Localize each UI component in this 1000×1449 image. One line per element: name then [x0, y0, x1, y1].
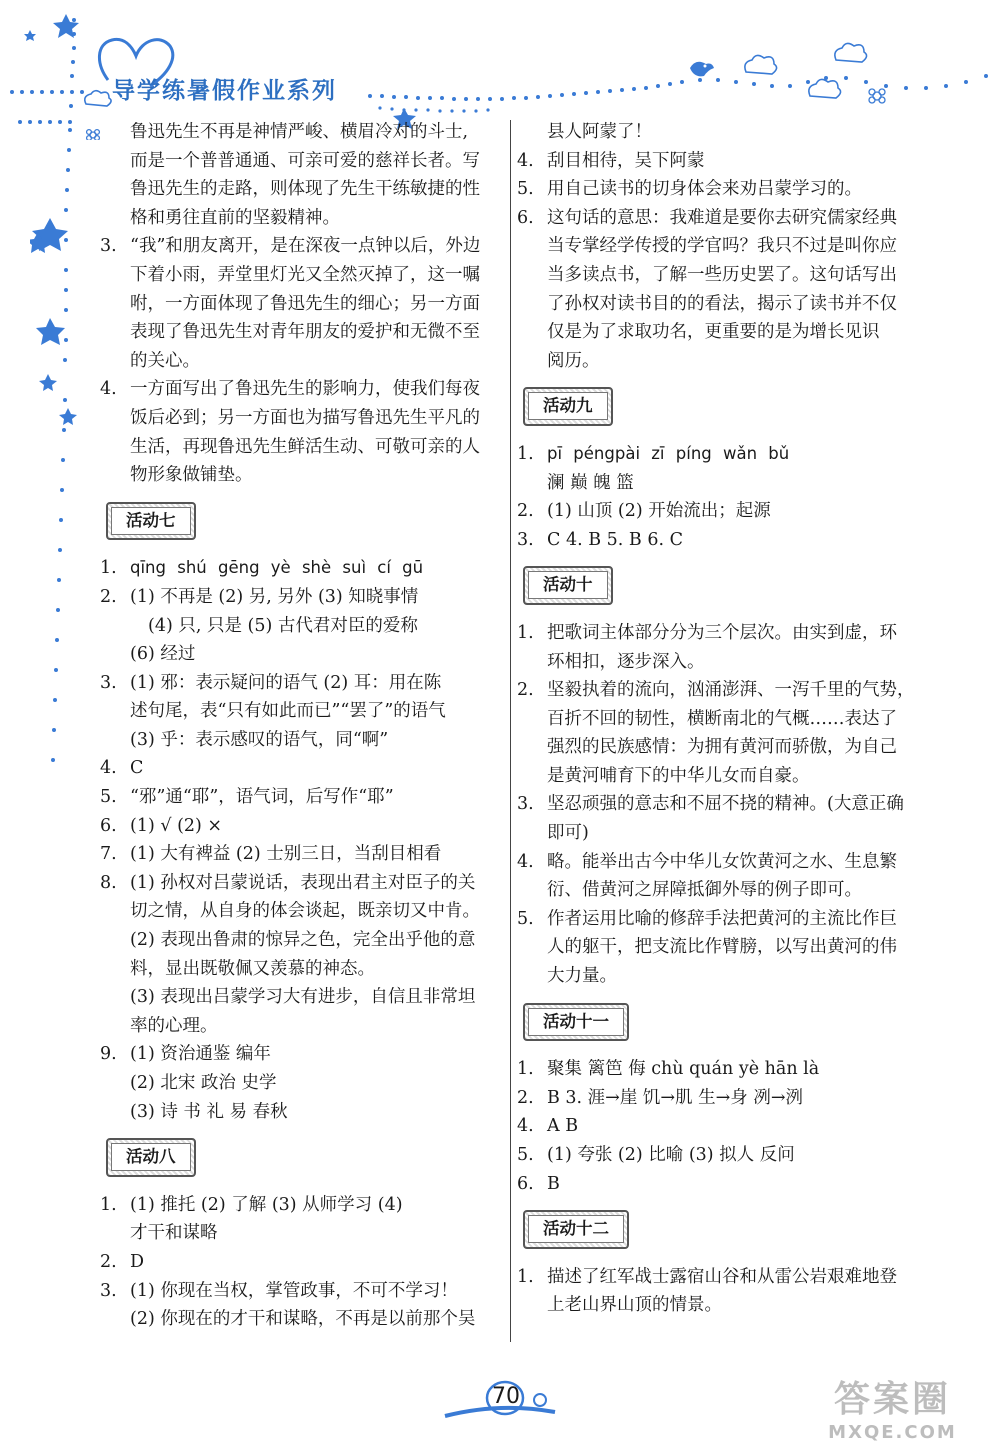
item-number: 2.	[517, 501, 534, 522]
text-line: 表现了鲁迅先生对青年朋友的爱护和无微不至	[130, 322, 480, 343]
text-line: 当专掌经学传授的学官吗？我只不过是叫你应	[547, 236, 897, 257]
text-line: (3) 诗 书 礼 易 春秋	[130, 1101, 288, 1122]
answer-item	[517, 1141, 922, 1170]
item-content: 刮目相待，吴下阿蒙	[547, 150, 705, 171]
answer-item	[100, 812, 505, 841]
answer-item	[517, 526, 922, 555]
answer-item	[517, 175, 922, 204]
item-number: 1.	[517, 1266, 534, 1287]
item-content: “邪”通“耶”，语气词，后写作“耶”	[130, 787, 394, 808]
text-line: 鲁迅先生不再是神情严峻、横眉冷对的斗士,	[130, 122, 469, 142]
text-line: 大力量。	[547, 966, 617, 987]
text-line: 饭后必到；另一方面也为描写鲁迅先生平凡的	[130, 407, 480, 428]
answer-item	[517, 676, 922, 790]
column-divider	[510, 120, 511, 1342]
item-number: 3.	[100, 236, 117, 257]
item-content: 用自己读书的切身体会来劝吕蒙学习的。	[547, 179, 862, 200]
answer-item	[100, 669, 505, 755]
item-content	[547, 676, 922, 790]
hanzi-answer: 澜 巅 魄 篮	[547, 472, 634, 493]
text-line: 上老山界山顶的情景。	[547, 1295, 722, 1316]
text-line: 百折不回的韧性，横断南北的气概……表达了	[547, 708, 897, 729]
text-line: 咐，一方面体现了鲁迅先生的细心；另一方面	[130, 293, 480, 314]
text-line: (1) 邪：表示疑问的语气 (2) 耳：用在陈	[130, 672, 442, 693]
continued-line: 县人阿蒙了！	[547, 122, 652, 142]
item-content	[130, 232, 505, 375]
item-number: 2.	[517, 680, 534, 701]
text-line: 生活，再现鲁迅先生鲜活生动、可敬可亲的人	[130, 436, 480, 457]
answer-item	[517, 1170, 922, 1199]
answer-item	[517, 147, 922, 176]
item-number: 1.	[517, 443, 534, 464]
text-line: (2) 表现出鲁肃的惊异之色，完全出乎他的意	[130, 930, 476, 951]
left-border-decoration	[30, 0, 90, 780]
item-number: 6.	[517, 207, 534, 228]
item-number: 4.	[100, 379, 117, 400]
text-line: 强烈的民族感情：为拥有黄河而骄傲，为自己	[547, 737, 897, 758]
section-badge-activity-10	[523, 566, 613, 605]
item-number: 5.	[517, 179, 534, 200]
text-line: 衍、借黄河之屏障抵御外辱的例子即可。	[547, 880, 862, 901]
watermark-logo	[795, 1378, 990, 1446]
item-content: C	[130, 758, 144, 779]
item-number: 4.	[517, 150, 534, 171]
section-title: 活动十	[528, 571, 608, 599]
text-line: 下着小雨，弄堂里灯光又全然灭掉了，这一嘱	[130, 264, 480, 285]
item-number: 6.	[517, 1173, 534, 1194]
answer-item	[517, 1112, 922, 1141]
item-content	[547, 905, 922, 991]
item-content	[130, 1277, 505, 1334]
item-content: C 4. B 5. B 6. C	[547, 529, 683, 550]
answer-item	[100, 1191, 505, 1248]
item-content	[547, 848, 922, 905]
section-title: 活动七	[111, 507, 191, 535]
text-line: 是黄河哺育下的中华儿女而自豪。	[547, 765, 810, 786]
item-content: B	[547, 1173, 560, 1194]
answer-item	[100, 1040, 505, 1126]
item-content: D	[130, 1251, 145, 1272]
section-title: 活动十二	[528, 1215, 624, 1243]
continued-paragraph	[100, 118, 505, 232]
item-number: 3.	[100, 1280, 117, 1301]
section-title: 活动九	[528, 392, 608, 420]
text-line: (1) 推托 (2) 了解 (3) 从师学习 (4)	[130, 1194, 403, 1215]
answer-item	[100, 1248, 505, 1277]
item-number: 2.	[100, 586, 117, 607]
answer-item	[517, 1055, 922, 1084]
page-number: 70	[492, 1384, 520, 1409]
text-line: 当多读点书，了解一些历史罢了。这句话写出	[547, 264, 897, 285]
text-line: 才干和谋略	[130, 1223, 218, 1244]
text-line: 切之情，从自身的体会谈起，既亲切又中肯。	[130, 901, 480, 922]
item-number: 1.	[517, 1059, 534, 1080]
section-badge-activity-8	[106, 1138, 196, 1177]
watermark-text: 答案圈	[833, 1379, 951, 1420]
answer-item	[100, 375, 505, 489]
answer-item	[517, 497, 922, 526]
item-number: 1.	[517, 622, 534, 643]
answer-item	[100, 554, 505, 583]
text-line: 描述了红军战士露宿山谷和从雷公岩艰难地登	[547, 1266, 897, 1287]
item-number: 1.	[100, 558, 117, 579]
text-line: 环相扣，逐步深入。	[547, 651, 705, 672]
text-line: 把歌词主体部分分为三个层次。由实到虚，环	[547, 622, 897, 643]
text-line: 坚忍顽强的意志和不屈不挠的精神。(大意正确	[547, 794, 904, 815]
answer-item	[517, 848, 922, 905]
pinyin-answer: pī péngpài zī píng wǎn bǔ	[547, 443, 790, 463]
item-number: 5.	[517, 1145, 534, 1165]
text-line: 物形象做铺垫。	[130, 465, 253, 486]
section-title: 活动十一	[528, 1008, 624, 1036]
item-content: (1) 山顶 (2) 开始流出；起源	[547, 501, 771, 522]
text-line: (2) 北宋 政治 史学	[130, 1073, 277, 1093]
item-content	[547, 790, 922, 847]
text-line: (1) 孙权对吕蒙说话，表现出君主对臣子的关	[130, 872, 476, 893]
item-content: (1) √ (2) ×	[130, 815, 223, 836]
section-badge-activity-7	[106, 502, 196, 541]
right-column	[517, 118, 922, 1320]
text-line: (1) 资治通鉴 编年	[130, 1044, 271, 1065]
text-line: 坚毅执着的流向，汹涌澎湃、一泻千里的气势，	[547, 680, 915, 701]
answer-item	[100, 840, 505, 869]
answer-item	[517, 1084, 922, 1113]
item-number: 1.	[100, 1194, 117, 1215]
item-number: 5.	[100, 787, 117, 808]
text-line: (3) 乎：表示感叹的语气，同“啊”	[130, 729, 389, 750]
item-number: 2.	[100, 1251, 117, 1272]
text-line: (6) 经过	[130, 644, 196, 665]
item-content	[547, 204, 922, 376]
item-number: 4.	[517, 851, 534, 872]
text-line: 仅是为了求取功名，更重要的是为增长见识	[547, 322, 880, 343]
item-content: (1) 夸张 (2) 比喻 (3) 拟人 反问	[547, 1145, 795, 1165]
text-line: (4) 只, 只是 (5) 古代君对臣的爱称	[148, 615, 418, 636]
text-line: 而是一个普普通通、可亲可爱的慈祥长者。写	[130, 150, 480, 171]
item-content	[130, 1191, 505, 1248]
text-line: 人的躯干，把支流比作臂膀，以写出黄河的伟	[547, 937, 897, 958]
item-content	[130, 375, 505, 489]
item-content	[130, 583, 505, 669]
watermark-url: MXQE.COM	[828, 1422, 957, 1443]
text-line: 格和勇往直前的坚毅精神。	[130, 207, 340, 228]
item-content: A B	[547, 1116, 579, 1137]
answer-item	[517, 790, 922, 847]
item-number: 4.	[100, 758, 117, 779]
text-line: (1) 不再是 (2) 另, 另外 (3) 知晓事情	[130, 586, 419, 607]
page-number-badge	[440, 1378, 580, 1423]
text-line: 鲁迅先生的走路，则体现了先生干练敏捷的性	[130, 179, 480, 200]
section-title: 活动八	[111, 1143, 191, 1171]
text-line: 一方面写出了鲁迅先生的影响力，使我们每夜	[130, 379, 480, 400]
text-line: “我”和朋友离开，是在深夜一点钟以后，外边	[130, 236, 481, 257]
text-line: 率的心理。	[130, 1015, 218, 1036]
item-content	[547, 619, 922, 676]
item-number: 5.	[517, 908, 534, 929]
section-badge-activity-11	[523, 1003, 629, 1042]
text-line: 述句尾，表“只有如此而已”“罢了”的语气	[130, 701, 446, 722]
text-line: 作者运用比喻的修辞手法把黄河的主流比作巨	[547, 908, 897, 929]
text-line: 了孙权对读书目的的看法，揭示了读书并不仅	[547, 293, 897, 314]
answer-item	[517, 1263, 922, 1320]
item-number: 4.	[517, 1116, 534, 1137]
answer-item	[517, 905, 922, 991]
text-line: 阅历。	[547, 350, 600, 371]
item-number: 9.	[100, 1044, 117, 1065]
text-line: (2) 你现在的才干和谋略，不再是以前那个吴	[130, 1309, 476, 1330]
item-number: 3.	[517, 794, 534, 815]
text-line: (1) 你现在当权，掌管政事，不可不学习！	[130, 1280, 458, 1301]
item-content	[547, 1263, 922, 1320]
text-line: 这句话的意思：我难道是要你去研究儒家经典	[547, 207, 897, 228]
pinyin-answer: qīng shú gēng yè shè suì cí gū	[130, 558, 424, 578]
item-number: 3.	[100, 672, 117, 693]
text-line: 料，显出既敬佩又羡慕的神态。	[130, 958, 375, 979]
section-badge-activity-12	[523, 1210, 629, 1249]
item-content	[130, 669, 505, 755]
answer-item	[100, 1277, 505, 1334]
item-number: 7.	[100, 844, 117, 865]
item-number: 8.	[100, 872, 117, 893]
item-content	[547, 440, 922, 497]
item-content: B 3. 涯→崖 饥→肌 生→身 冽→洌	[547, 1087, 804, 1108]
section-badge-activity-9	[523, 387, 613, 426]
item-number: 2.	[517, 1087, 534, 1108]
answer-item	[100, 583, 505, 669]
answer-item	[100, 783, 505, 812]
item-content: (1) 大有裨益 (2) 士别三日，当刮目相看	[130, 844, 442, 865]
answer-item	[517, 440, 922, 497]
series-title: 导学练暑假作业系列	[112, 78, 337, 104]
answer-item	[100, 869, 505, 1041]
text-line: (3) 表现出吕蒙学习大有进步，自信且非常坦	[130, 987, 476, 1008]
text-line: 即可)	[547, 823, 589, 844]
item-number: 3.	[517, 529, 534, 550]
answer-item	[100, 754, 505, 783]
answer-item	[517, 204, 922, 376]
item-content	[130, 869, 505, 1041]
text-line: 的关心。	[130, 350, 200, 371]
item-number: 6.	[100, 815, 117, 836]
item-content: 聚集 篱笆 侮 chù quán yè hān là	[547, 1059, 820, 1080]
answer-item	[517, 619, 922, 676]
left-column	[100, 118, 505, 1334]
answer-item	[100, 232, 505, 375]
text-line: 略。能举出古今中华儿女饮黄河之水、生息繁	[547, 851, 897, 872]
item-content	[130, 1040, 505, 1126]
